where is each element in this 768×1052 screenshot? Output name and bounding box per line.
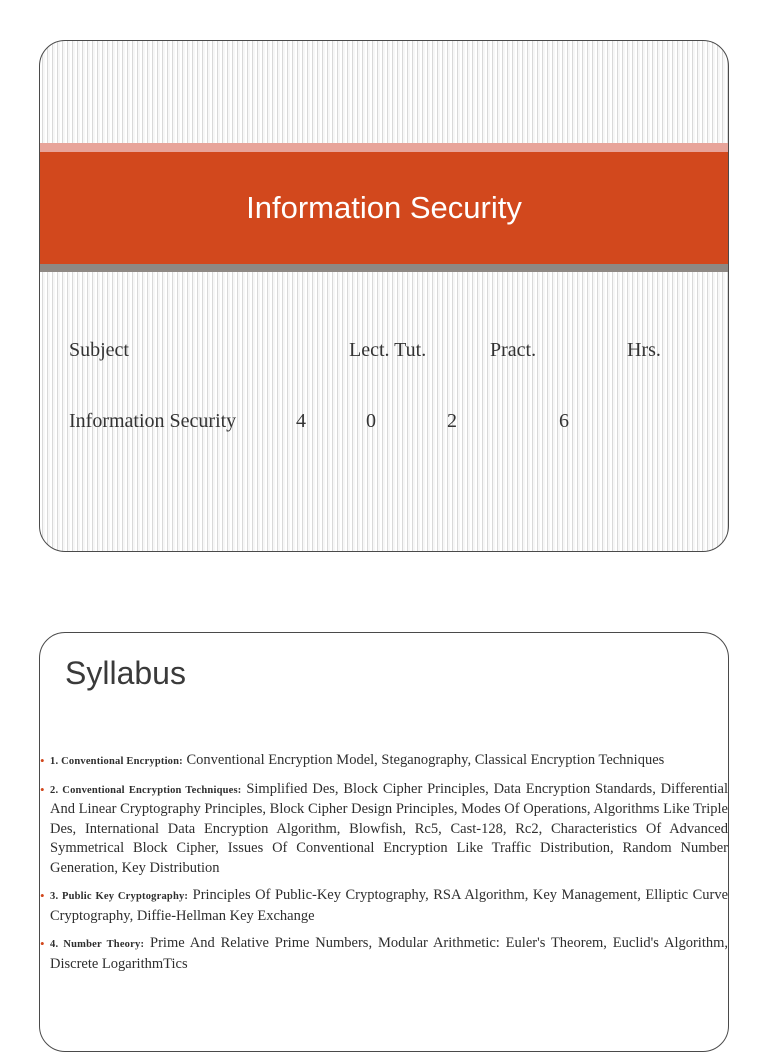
syllabus-item-heading: 2. Conventional Encryption Techniques: xyxy=(50,784,242,796)
syllabus-item-text: Conventional Encryption Model, Steganography, Classical Encryption Techniques xyxy=(186,752,665,768)
syllabus-item xyxy=(40,780,728,879)
row-hrs: 6 xyxy=(559,410,569,432)
syllabus-item xyxy=(40,886,728,926)
title-band-highlight xyxy=(40,143,728,152)
syllabus-item-heading: 1. Conventional Encryption: xyxy=(50,756,183,767)
syllabus-item-heading: 3. Public Key Cryptography: xyxy=(50,891,189,902)
bullet-icon: • xyxy=(40,936,45,951)
syllabus-title: Syllabus xyxy=(65,655,186,691)
title-slide xyxy=(39,40,729,552)
syllabus-item-text: Principles Of Public-Key Cryptography, RSA Algorithm, Key Management, Elliptic Curve Cryptography, Diffie-Hellman Key Exchange xyxy=(50,887,729,924)
syllabus-list xyxy=(40,751,728,982)
syllabus-item xyxy=(40,751,728,772)
slide-title: Information Security xyxy=(246,190,522,225)
syllabus-slide xyxy=(39,632,729,1052)
syllabus-item-heading: 4. Number Theory: xyxy=(50,939,145,950)
row-tut: 0 xyxy=(366,410,376,432)
header-lect-tut: Lect. Tut. xyxy=(349,339,427,361)
bullet-icon: • xyxy=(40,888,45,903)
header-pract: Pract. xyxy=(490,339,537,361)
bullet-icon: • xyxy=(40,781,45,797)
row-subject: Information Security xyxy=(69,410,237,432)
syllabus-item-text: Prime And Relative Prime Numbers, Modular Arithmetic: Euler's Theorem, Euclid's Algorithm, Discrete LogarithmTics xyxy=(50,935,729,972)
syllabus-item-text: Simplified Des, Block Cipher Principles, Data Encryption Standards, Differential And Linear Cryptography Principles, Block Cipher Design Principles, Modes Of Operations, Algorithms Like Triple Des, International Data Encryption Algorithm, Blowfish, Rc5, Cast-128, Rc2, Characteristics Of Advanced Symmetrical Block Cipher, Issues Of Conventional Encryption Like Traffic Distribution, Random Number Generation, Key Distribution xyxy=(50,780,729,876)
row-pract: 2 xyxy=(447,410,457,432)
bullet-icon: • xyxy=(40,753,45,768)
title-band xyxy=(40,143,728,271)
header-hrs: Hrs. xyxy=(627,339,661,361)
row-lect: 4 xyxy=(296,410,306,432)
title-band-shadow xyxy=(40,264,728,272)
syllabus-item xyxy=(40,934,728,974)
header-subject: Subject xyxy=(69,339,129,361)
